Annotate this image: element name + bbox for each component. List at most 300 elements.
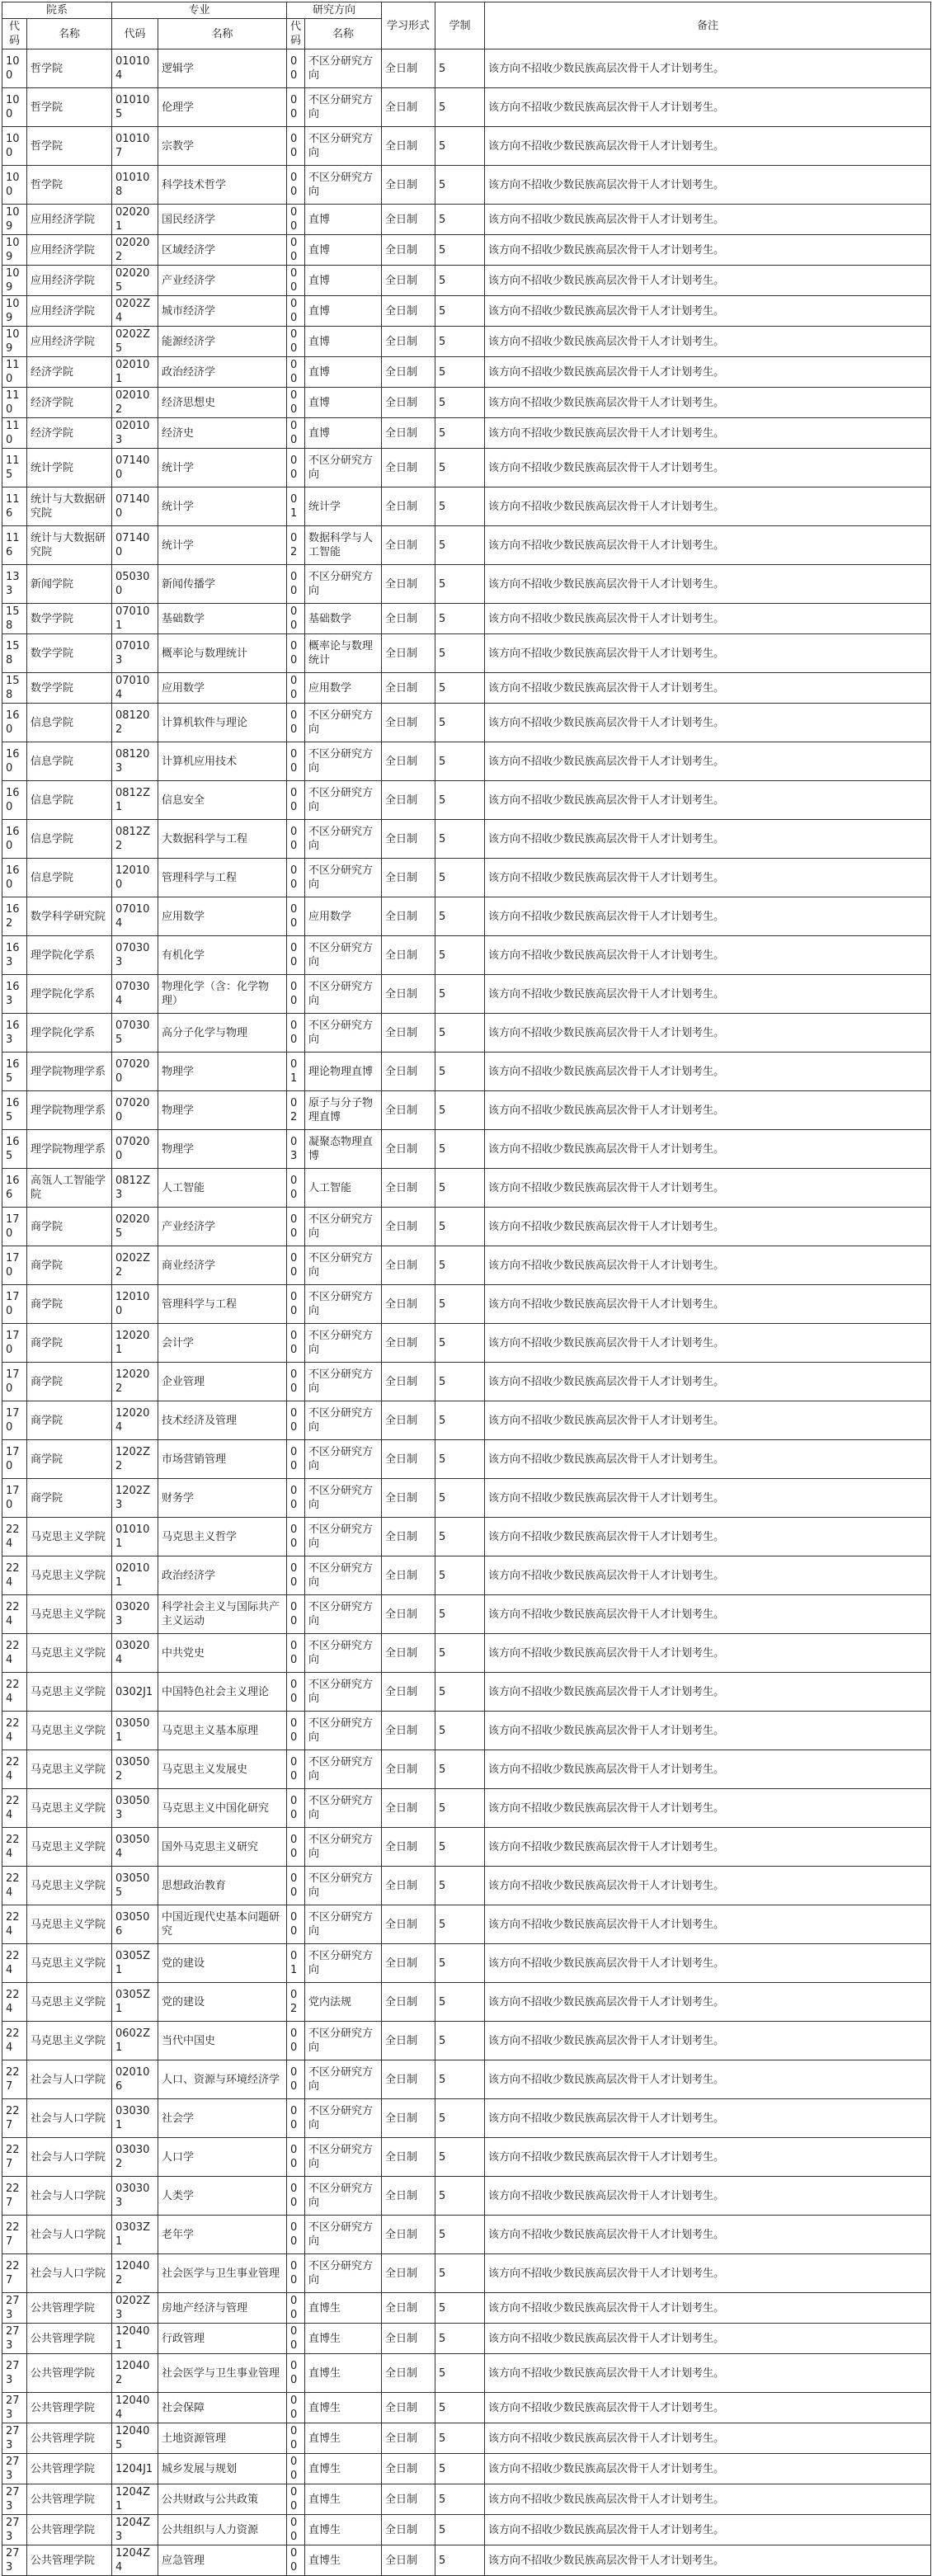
study-mode-cell: 全日制 <box>382 166 435 205</box>
major-name-cell: 经济思想史 <box>158 388 287 418</box>
study-mode-cell: 全日制 <box>382 526 435 565</box>
major-code-cell: 030302 <box>112 2138 158 2177</box>
direction-code-cell: 00 <box>287 418 305 449</box>
dept-code-cell: 227 <box>2 2099 27 2138</box>
remark-cell: 该方向不招收少数民族高层次骨干人才计划考生。 <box>485 296 931 327</box>
direction-code-cell: 03 <box>287 1130 305 1169</box>
direction-code-cell: 00 <box>287 49 305 88</box>
major-name-cell: 管理科学与工程 <box>158 1285 287 1324</box>
table-row <box>2 2454 931 2484</box>
table-row <box>2 1363 931 1401</box>
major-name-cell: 老年学 <box>158 2216 287 2254</box>
direction-code-cell: 00 <box>287 936 305 975</box>
study-mode-cell: 全日制 <box>382 1789 435 1828</box>
major-name-cell: 马克思主义哲学 <box>158 1518 287 1556</box>
remark-cell: 该方向不招收少数民族高层次骨干人才计划考生。 <box>485 1750 931 1789</box>
major-code-cell: 120405 <box>112 2423 158 2454</box>
major-code-cell: 020106 <box>112 2060 158 2099</box>
dept-code-cell: 163 <box>2 1014 27 1053</box>
study-mode-cell: 全日制 <box>382 820 435 859</box>
major-code-cell: 120204 <box>112 1401 158 1440</box>
major-name-cell: 中共党史 <box>158 1634 287 1673</box>
direction-code-cell: 00 <box>287 1595 305 1634</box>
dept-code-cell: 109 <box>2 205 27 235</box>
major-name-cell: 商业经济学 <box>158 1246 287 1285</box>
table-row <box>2 487 931 526</box>
dept-name-cell: 马克思主义学院 <box>27 1673 112 1712</box>
dept-name-cell: 公共管理学院 <box>27 2545 112 2576</box>
major-code-cell: 070200 <box>112 1053 158 1091</box>
direction-code-cell: 00 <box>287 205 305 235</box>
table-row <box>2 1479 931 1518</box>
major-code-cell: 030303 <box>112 2177 158 2216</box>
direction-name-cell: 不区分研究方向 <box>305 1479 382 1518</box>
dept-code-cell: 160 <box>2 704 27 742</box>
major-name-cell: 房地产经济与管理 <box>158 2293 287 2324</box>
table-row <box>2 1401 931 1440</box>
duration-cell: 5 <box>435 1014 485 1053</box>
dept-name-cell: 数学学院 <box>27 604 112 634</box>
dept-code-cell: 273 <box>2 2354 27 2393</box>
table-row <box>2 1595 931 1634</box>
remark-cell: 该方向不招收少数民族高层次骨干人才计划考生。 <box>485 2423 931 2454</box>
dept-code-cell: 224 <box>2 1518 27 1556</box>
study-mode-cell: 全日制 <box>382 634 435 673</box>
remark-cell: 该方向不招收少数民族高层次骨干人才计划考生。 <box>485 1208 931 1246</box>
table-row <box>2 1634 931 1673</box>
dept-code-cell: 224 <box>2 1983 27 2022</box>
dept-code-cell: 227 <box>2 2138 27 2177</box>
dept-name-cell: 信息学院 <box>27 704 112 742</box>
table-row <box>2 1750 931 1789</box>
table-row <box>2 1905 931 1944</box>
duration-cell: 5 <box>435 634 485 673</box>
direction-name-cell: 直博 <box>305 327 382 357</box>
duration-cell: 5 <box>435 1905 485 1944</box>
dept-name-cell: 公共管理学院 <box>27 2423 112 2454</box>
direction-name-cell: 不区分研究方向 <box>305 1401 382 1440</box>
remark-cell: 该方向不招收少数民族高层次骨干人才计划考生。 <box>485 1091 931 1130</box>
table-row <box>2 565 931 604</box>
direction-code-cell: 00 <box>287 704 305 742</box>
major-code-cell: 0305Z1 <box>112 1983 158 2022</box>
study-mode-cell: 全日制 <box>382 1673 435 1712</box>
dept-name-cell: 马克思主义学院 <box>27 1828 112 1867</box>
direction-name-cell: 直博 <box>305 235 382 266</box>
table-row <box>2 327 931 357</box>
remark-cell: 该方向不招收少数民族高层次骨干人才计划考生。 <box>485 526 931 565</box>
study-mode-cell: 全日制 <box>382 1479 435 1518</box>
header-direction: 研究方向 <box>287 2 382 19</box>
table-row <box>2 1130 931 1169</box>
dept-name-cell: 理学院化学系 <box>27 1014 112 1053</box>
study-mode-cell: 全日制 <box>382 327 435 357</box>
duration-cell: 5 <box>435 166 485 205</box>
dept-code-cell: 273 <box>2 2324 27 2354</box>
table-row <box>2 1712 931 1750</box>
table-row <box>2 2216 931 2254</box>
major-name-cell: 物理化学（含：化学物理） <box>158 975 287 1014</box>
table-row <box>2 604 931 634</box>
dept-name-cell: 高瓴人工智能学院 <box>27 1169 112 1208</box>
remark-cell: 该方向不招收少数民族高层次骨干人才计划考生。 <box>485 166 931 205</box>
dept-code-cell: 224 <box>2 1673 27 1712</box>
dept-name-cell: 马克思主义学院 <box>27 1518 112 1556</box>
dept-code-cell: 224 <box>2 1712 27 1750</box>
direction-name-cell: 不区分研究方向 <box>305 49 382 88</box>
dept-name-cell: 经济学院 <box>27 357 112 388</box>
direction-code-cell: 00 <box>287 357 305 388</box>
major-code-cell: 070200 <box>112 1130 158 1169</box>
major-code-cell: 120100 <box>112 1285 158 1324</box>
remark-cell: 该方向不招收少数民族高层次骨干人才计划考生。 <box>485 1828 931 1867</box>
major-name-cell: 城市经济学 <box>158 296 287 327</box>
table-row <box>2 2393 931 2423</box>
major-code-cell: 0202Z2 <box>112 1246 158 1285</box>
direction-name-cell: 不区分研究方向 <box>305 820 382 859</box>
major-name-cell: 物理学 <box>158 1091 287 1130</box>
remark-cell: 该方向不招收少数民族高层次骨干人才计划考生。 <box>485 357 931 388</box>
direction-name-cell: 不区分研究方向 <box>305 1750 382 1789</box>
duration-cell: 5 <box>435 673 485 704</box>
direction-code-cell: 00 <box>287 1867 305 1905</box>
remark-cell: 该方向不招收少数民族高层次骨干人才计划考生。 <box>485 487 931 526</box>
remark-cell: 该方向不招收少数民族高层次骨干人才计划考生。 <box>485 1053 931 1091</box>
study-mode-cell: 全日制 <box>382 1595 435 1634</box>
dept-code-cell: 224 <box>2 1944 27 1983</box>
major-code-cell: 1204Z4 <box>112 2545 158 2576</box>
study-mode-cell: 全日制 <box>382 1440 435 1479</box>
dept-name-cell: 公共管理学院 <box>27 2354 112 2393</box>
remark-cell: 该方向不招收少数民族高层次骨干人才计划考生。 <box>485 936 931 975</box>
direction-code-cell: 00 <box>287 1905 305 1944</box>
major-code-cell: 120402 <box>112 2354 158 2393</box>
duration-cell: 5 <box>435 266 485 296</box>
duration-cell: 5 <box>435 897 485 936</box>
dept-name-cell: 社会与人口学院 <box>27 2177 112 2216</box>
dept-code-cell: 170 <box>2 1246 27 1285</box>
duration-cell: 5 <box>435 127 485 166</box>
duration-cell: 5 <box>435 1673 485 1712</box>
study-mode-cell: 全日制 <box>382 2293 435 2324</box>
direction-name-cell: 直博 <box>305 266 382 296</box>
major-code-cell: 010108 <box>112 166 158 205</box>
major-name-cell: 财务学 <box>158 1479 287 1518</box>
major-code-cell: 120201 <box>112 1324 158 1363</box>
table-row <box>2 781 931 820</box>
major-name-cell: 当代中国史 <box>158 2022 287 2060</box>
dept-name-cell: 统计学院 <box>27 449 112 487</box>
dept-name-cell: 经济学院 <box>27 418 112 449</box>
dept-code-cell: 273 <box>2 2484 27 2515</box>
direction-code-cell: 00 <box>287 1324 305 1363</box>
major-name-cell: 应急管理 <box>158 2545 287 2576</box>
table-row <box>2 1789 931 1828</box>
major-name-cell: 行政管理 <box>158 2324 287 2354</box>
direction-name-cell: 不区分研究方向 <box>305 1789 382 1828</box>
remark-cell: 该方向不招收少数民族高层次骨干人才计划考生。 <box>485 2293 931 2324</box>
direction-code-cell: 00 <box>287 2293 305 2324</box>
direction-name-cell: 不区分研究方向 <box>305 2138 382 2177</box>
dept-code-cell: 170 <box>2 1208 27 1246</box>
remark-cell: 该方向不招收少数民族高层次骨干人才计划考生。 <box>485 1401 931 1440</box>
dept-name-cell: 社会与人口学院 <box>27 2060 112 2099</box>
dept-name-cell: 马克思主义学院 <box>27 1789 112 1828</box>
dept-name-cell: 马克思主义学院 <box>27 1944 112 1983</box>
remark-cell: 该方向不招收少数民族高层次骨干人才计划考生。 <box>485 2354 931 2393</box>
dept-name-cell: 马克思主义学院 <box>27 1867 112 1905</box>
major-code-cell: 0202Z4 <box>112 296 158 327</box>
dept-name-cell: 数学学院 <box>27 673 112 704</box>
table-row <box>2 127 931 166</box>
duration-cell: 5 <box>435 49 485 88</box>
major-code-cell: 030503 <box>112 1789 158 1828</box>
header-dept-code: 代码 <box>2 19 27 49</box>
table-row <box>2 296 931 327</box>
direction-code-cell: 00 <box>287 88 305 127</box>
study-mode-cell: 全日制 <box>382 418 435 449</box>
direction-code-cell: 00 <box>287 1556 305 1595</box>
major-name-cell: 统计学 <box>158 487 287 526</box>
direction-code-cell: 00 <box>287 2022 305 2060</box>
study-mode-cell: 全日制 <box>382 1634 435 1673</box>
header-remark: 备注 <box>485 2 931 49</box>
major-name-cell: 社会保障 <box>158 2393 287 2423</box>
study-mode-cell: 全日制 <box>382 2484 435 2515</box>
dept-name-cell: 公共管理学院 <box>27 2515 112 2545</box>
dept-code-cell: 170 <box>2 1401 27 1440</box>
study-mode-cell: 全日制 <box>382 2454 435 2484</box>
duration-cell: 5 <box>435 1789 485 1828</box>
study-mode-cell: 全日制 <box>382 604 435 634</box>
dept-name-cell: 理学院物理学系 <box>27 1091 112 1130</box>
major-name-cell: 物理学 <box>158 1130 287 1169</box>
duration-cell: 5 <box>435 781 485 820</box>
remark-cell: 该方向不招收少数民族高层次骨干人才计划考生。 <box>485 1285 931 1324</box>
table-row <box>2 673 931 704</box>
direction-code-cell: 01 <box>287 487 305 526</box>
major-name-cell: 管理科学与工程 <box>158 859 287 897</box>
major-name-cell: 新闻传播学 <box>158 565 287 604</box>
study-mode-cell: 全日制 <box>382 1053 435 1091</box>
study-mode-cell: 全日制 <box>382 2138 435 2177</box>
major-name-cell: 公共财政与公共政策 <box>158 2484 287 2515</box>
major-code-cell: 0302J1 <box>112 1673 158 1712</box>
major-name-cell: 基础数学 <box>158 604 287 634</box>
table-row <box>2 859 931 897</box>
major-code-cell: 020205 <box>112 266 158 296</box>
direction-name-cell: 不区分研究方向 <box>305 936 382 975</box>
duration-cell: 5 <box>435 1053 485 1091</box>
major-code-cell: 0202Z5 <box>112 327 158 357</box>
remark-cell: 该方向不招收少数民族高层次骨干人才计划考生。 <box>485 1169 931 1208</box>
major-code-cell: 010107 <box>112 127 158 166</box>
direction-code-cell: 00 <box>287 673 305 704</box>
study-mode-cell: 全日制 <box>382 2022 435 2060</box>
header-major-name: 名称 <box>158 19 287 49</box>
remark-cell: 该方向不招收少数民族高层次骨干人才计划考生。 <box>485 2099 931 2138</box>
major-name-cell: 马克思主义基本原理 <box>158 1712 287 1750</box>
direction-name-cell: 不区分研究方向 <box>305 1712 382 1750</box>
major-code-cell: 0812Z1 <box>112 781 158 820</box>
direction-code-cell: 00 <box>287 449 305 487</box>
duration-cell: 5 <box>435 357 485 388</box>
direction-name-cell: 不区分研究方向 <box>305 975 382 1014</box>
dept-code-cell: 160 <box>2 820 27 859</box>
dept-code-cell: 100 <box>2 49 27 88</box>
major-name-cell: 国外马克思主义研究 <box>158 1828 287 1867</box>
study-mode-cell: 全日制 <box>382 1130 435 1169</box>
direction-name-cell: 直博生 <box>305 2354 382 2393</box>
table-row <box>2 1556 931 1595</box>
study-mode-cell: 全日制 <box>382 266 435 296</box>
dept-name-cell: 信息学院 <box>27 742 112 781</box>
major-name-cell: 人工智能 <box>158 1169 287 1208</box>
major-name-cell: 党的建设 <box>158 1944 287 1983</box>
duration-cell: 5 <box>435 2022 485 2060</box>
remark-cell: 该方向不招收少数民族高层次骨干人才计划考生。 <box>485 2254 931 2293</box>
duration-cell: 5 <box>435 526 485 565</box>
duration-cell: 5 <box>435 449 485 487</box>
major-name-cell: 社会医学与卫生事业管理 <box>158 2354 287 2393</box>
duration-cell: 5 <box>435 936 485 975</box>
duration-cell: 5 <box>435 1983 485 2022</box>
study-mode-cell: 全日制 <box>382 742 435 781</box>
duration-cell: 5 <box>435 1518 485 1556</box>
direction-name-cell: 不区分研究方向 <box>305 1595 382 1634</box>
table-row <box>2 418 931 449</box>
dept-name-cell: 公共管理学院 <box>27 2324 112 2354</box>
dept-name-cell: 应用经济学院 <box>27 327 112 357</box>
direction-code-cell: 00 <box>287 2254 305 2293</box>
major-name-cell: 计算机软件与理论 <box>158 704 287 742</box>
duration-cell: 5 <box>435 2545 485 2576</box>
direction-code-cell: 00 <box>287 1440 305 1479</box>
table-row <box>2 2022 931 2060</box>
duration-cell: 5 <box>435 1867 485 1905</box>
table-row <box>2 1518 931 1556</box>
major-code-cell: 020102 <box>112 388 158 418</box>
dept-code-cell: 273 <box>2 2454 27 2484</box>
direction-code-cell: 00 <box>287 327 305 357</box>
dept-code-cell: 160 <box>2 859 27 897</box>
dept-code-cell: 227 <box>2 2060 27 2099</box>
study-mode-cell: 全日制 <box>382 2216 435 2254</box>
header-direction-name: 名称 <box>305 19 382 49</box>
dept-name-cell: 应用经济学院 <box>27 296 112 327</box>
direction-code-cell: 00 <box>287 2484 305 2515</box>
direction-name-cell: 不区分研究方向 <box>305 704 382 742</box>
study-mode-cell: 全日制 <box>382 388 435 418</box>
remark-cell: 该方向不招收少数民族高层次骨干人才计划考生。 <box>485 634 931 673</box>
major-name-cell: 有机化学 <box>158 936 287 975</box>
major-code-cell: 071400 <box>112 526 158 565</box>
dept-code-cell: 224 <box>2 1828 27 1867</box>
major-name-cell: 科学技术哲学 <box>158 166 287 205</box>
remark-cell: 该方向不招收少数民族高层次骨干人才计划考生。 <box>485 127 931 166</box>
major-name-cell: 伦理学 <box>158 88 287 127</box>
remark-cell: 该方向不招收少数民族高层次骨干人才计划考生。 <box>485 2545 931 2576</box>
dept-name-cell: 哲学院 <box>27 49 112 88</box>
direction-code-cell: 00 <box>287 1673 305 1712</box>
major-name-cell: 技术经济及管理 <box>158 1401 287 1440</box>
dept-name-cell: 社会与人口学院 <box>27 2138 112 2177</box>
dept-name-cell: 马克思主义学院 <box>27 1634 112 1673</box>
direction-name-cell: 不区分研究方向 <box>305 1673 382 1712</box>
dept-code-cell: 162 <box>2 897 27 936</box>
dept-code-cell: 224 <box>2 1789 27 1828</box>
duration-cell: 5 <box>435 1595 485 1634</box>
table-row <box>2 2324 931 2354</box>
dept-code-cell: 273 <box>2 2545 27 2576</box>
table-row <box>2 1169 931 1208</box>
major-code-cell: 120202 <box>112 1363 158 1401</box>
study-mode-cell: 全日制 <box>382 1518 435 1556</box>
major-code-cell: 010101 <box>112 1518 158 1556</box>
major-name-cell: 信息安全 <box>158 781 287 820</box>
study-mode-cell: 全日制 <box>382 1246 435 1285</box>
dept-code-cell: 170 <box>2 1479 27 1518</box>
table-row <box>2 742 931 781</box>
study-mode-cell: 全日制 <box>382 1208 435 1246</box>
major-name-cell: 企业管理 <box>158 1363 287 1401</box>
direction-name-cell: 不区分研究方向 <box>305 1905 382 1944</box>
direction-code-cell: 00 <box>287 1363 305 1401</box>
duration-cell: 5 <box>435 327 485 357</box>
remark-cell: 该方向不招收少数民族高层次骨干人才计划考生。 <box>485 449 931 487</box>
dept-name-cell: 统计与大数据研究院 <box>27 526 112 565</box>
direction-code-cell: 00 <box>287 296 305 327</box>
direction-name-cell: 不区分研究方向 <box>305 2022 382 2060</box>
dept-code-cell: 158 <box>2 673 27 704</box>
duration-cell: 5 <box>435 1556 485 1595</box>
remark-cell: 该方向不招收少数民族高层次骨干人才计划考生。 <box>485 1712 931 1750</box>
header-duration: 学制 <box>435 2 485 49</box>
major-name-cell: 党的建设 <box>158 1983 287 2022</box>
major-code-cell: 020202 <box>112 235 158 266</box>
direction-name-cell: 不区分研究方向 <box>305 859 382 897</box>
major-code-cell: 120100 <box>112 859 158 897</box>
duration-cell: 5 <box>435 235 485 266</box>
direction-code-cell: 00 <box>287 820 305 859</box>
duration-cell: 5 <box>435 1285 485 1324</box>
study-mode-cell: 全日制 <box>382 1944 435 1983</box>
dept-code-cell: 273 <box>2 2515 27 2545</box>
major-code-cell: 071400 <box>112 449 158 487</box>
table-row <box>2 1208 931 1246</box>
dept-code-cell: 133 <box>2 565 27 604</box>
study-mode-cell: 全日制 <box>382 487 435 526</box>
duration-cell: 5 <box>435 205 485 235</box>
remark-cell: 该方向不招收少数民族高层次骨干人才计划考生。 <box>485 1324 931 1363</box>
direction-code-cell: 00 <box>287 235 305 266</box>
table-row <box>2 2060 931 2099</box>
study-mode-cell: 全日制 <box>382 1324 435 1363</box>
major-code-cell: 070101 <box>112 604 158 634</box>
direction-code-cell: 02 <box>287 526 305 565</box>
duration-cell: 5 <box>435 1712 485 1750</box>
table-row <box>2 2484 931 2515</box>
dept-code-cell: 224 <box>2 1905 27 1944</box>
duration-cell: 5 <box>435 2515 485 2545</box>
table-row <box>2 1091 931 1130</box>
direction-name-cell: 不区分研究方向 <box>305 1014 382 1053</box>
major-code-cell: 0812Z3 <box>112 1169 158 1208</box>
dept-name-cell: 商学院 <box>27 1440 112 1479</box>
direction-code-cell: 00 <box>287 1789 305 1828</box>
header-direction-code: 代码 <box>287 19 305 49</box>
direction-name-cell: 人工智能 <box>305 1169 382 1208</box>
